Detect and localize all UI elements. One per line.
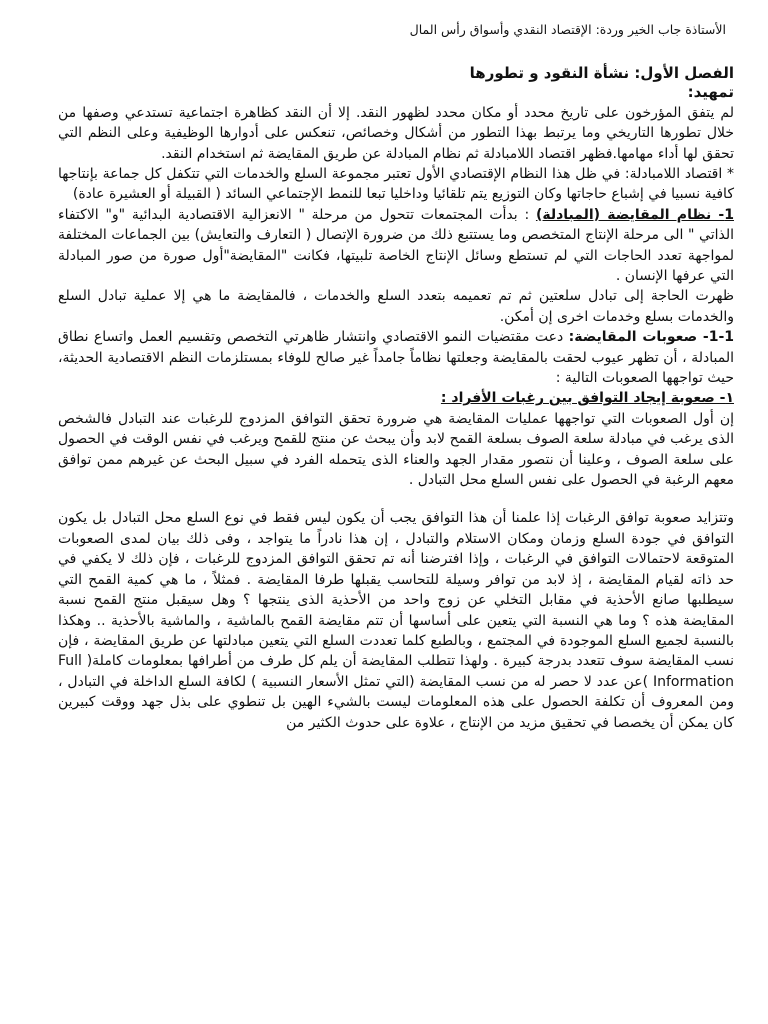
paragraph-coincidence-of-wants: إن أول الصعوبات التي تواجهها عمليات المقايضة هي ضرورة تحقق التوافق المزدوج للرغبات عند التبادل فالشخص الذى يرغب في مبادلة سلعة الصوف بسلعة القمح لابد وأن يبحث عن منتج للقمح ويرغب في نفس الوقت في الحصول على سلعة الصوف ، وعلينا أن نتصور مقدار الجهد والعناء الذى يتحمله الفرد في سبيل البحث عن غيرهم ممن توافق معهم الرغبة في الحصول على نفس السلع محل التبادل .	[58, 410, 734, 489]
paragraph-barter-system	[58, 205, 734, 287]
barter-system-heading: 1- نظام المقايضة (المبادلة)	[535, 206, 734, 223]
barter-difficulties-heading: 1-1- صعوبات المقايضة:	[568, 329, 735, 346]
barter-system-body: : بدأت المجتمعات تتحول من مرحلة " الانعزالية الاقتصادية البدائية "و" الاكتفاء الذاتي " الى مرحلة الإنتاج المتخصص وما يستتبع ذلك من ضرورة الإتصال ( التعارف والتعايش) بين الجماعات المختلفة لمواجهة تعدد الحاجات التي لم تستطع وسائل الإنتاج الخاصة تلبيتها، فكانت "المقايضة"أول صورة من صور المبادلة التي عرفها الإنسان .	[58, 206, 734, 284]
paragraph-exchange-need: ظهرت الحاجة إلى تبادل سلعتين ثم تم تعميمه بتعدد السلع والخدمات ، فالمقايضة ما هي إلا عملية تبادل السلع والخدمات بسلع وخدمات اخرى إن أمكن.	[58, 288, 734, 325]
running-header: الأستاذة جاب الخير وردة: الإقتصاد النقدي وأسواق رأس المال	[409, 22, 726, 37]
chapter-title: الفصل الأول: نشأة النقود و تطورها	[469, 64, 734, 82]
paragraph-non-exchange-economy: * اقتصاد اللامبادلة: في ظل هذا النظام الإقتصادي الأول تعتبر مجموعة السلع والخدمات التي تتكفل كل جماعة بإنتاجها كافية نسبيا في إشباع حاجاتها وكان التوزيع يتم تلقائيا وداخليا تبعا للنمط الإجتماعي السائد ( القبيلة أو العشيرة عادة)	[58, 165, 734, 203]
paragraph-intro: لم يتفق المؤرخون على تاريخ محدد أو مكان محدد لظهور النقد. إلا أن النقد كظاهرة اجتماعية تستدعي وصفها من خلال تطورها التاريخي وما يرتبط بهذا التطور من أشكال وخصائص، تنعكس على أدوارها الوظيفية وعلى النظم التي تحقق لها أداء مهامها.فظهر اقتصاد اللامبادلة ثم نظام المبادلة عن طريق المقايضة ثم استخدام النقد.	[58, 104, 734, 162]
paragraph-barter-difficulties	[58, 327, 734, 388]
paragraph-valuation-difficulty: وتتزايد صعوبة توافق الرغبات إذا علمنا أن هذا التوافق يجب أن يكون ليس فقط في نوع السلع محل التبادل بل يكون التوافق في جودة السلع وزمان ومكان الاستلام والتبادل ، إن هذا نادراً ما يتواجد ، وفى ذلك بيان لمدى الصعوبات المتوقعة لاحتمالات التوافق في الرغبات ، وإذا افترضنا أنه تم تحقق التوافق المزدوج للرغبات ، فإن ذلك لا يكفي في حد ذاته لقيام المقايضة ، إذ لابد من توافر وسيلة للتحاسب يقبلها طرفا المقايضة . فمثلاً ، ما هي كمية القمح التي سيطلبها صانع الأحذية في مقابل التخلي عن زوج واحد من الأحذية الذى ينتجها ؟ وهل سيقبل منتج القمح نسبة المقايضة هذه ؟ وما هي النسبة التي يتعين على أساسها أن تتم مقايضة القمح بالماشية ، والماشية بالأحذية .. وهكذا بالنسبة لجميع السلع الموجودة في المجتمع ، وبالطبع كلما تعددت السلع التي يتعين مبادلتها عن طريق المقايضة ، فإن نسب المقايضة سوف تتعدد بدرجة كبيرة . ولهذا تتطلب المقايضة أن يلم كل طرف من أطرافها بمعلومات كاملة( Full Information )عن عدد لا حصر له من نسب المقايضة (التي تمثل الأسعار النسبية ) لكافة السلع الداخلة في التبادل ، ومن المعروف أن تكلفة الحصول على هذه المعلومات ليست بالشيء الهين بل تنطوي على بذل جهد ووقت كبيرين كان يمكن أن يخصصا في تحقيق مزيد من الإنتاج ، علاوة على حدوث الكثير من	[58, 510, 734, 731]
document-page	[58, 22, 734, 1014]
coincidence-of-wants-heading: ١- صعوبة إيجاد التوافق بين رغبات الأفراد :	[440, 390, 734, 407]
paragraph-spacer	[58, 490, 734, 508]
intro-heading: تمهيد:	[687, 83, 734, 102]
barter-difficulties-body: دعت مقتضيات النمو الاقتصادي وانتشار ظاهرتي التخصص وتقسيم العمل واتساع نطاق المبادلة ، أن تظهر عيوب لحقت بالمقايضة وجعلتها نظاماً جامداً غير صالح للوفاء بمستلزمات النظم الاقتصادية الحديثة، حيث تواجهها الصعوبات التالية :	[58, 329, 734, 387]
